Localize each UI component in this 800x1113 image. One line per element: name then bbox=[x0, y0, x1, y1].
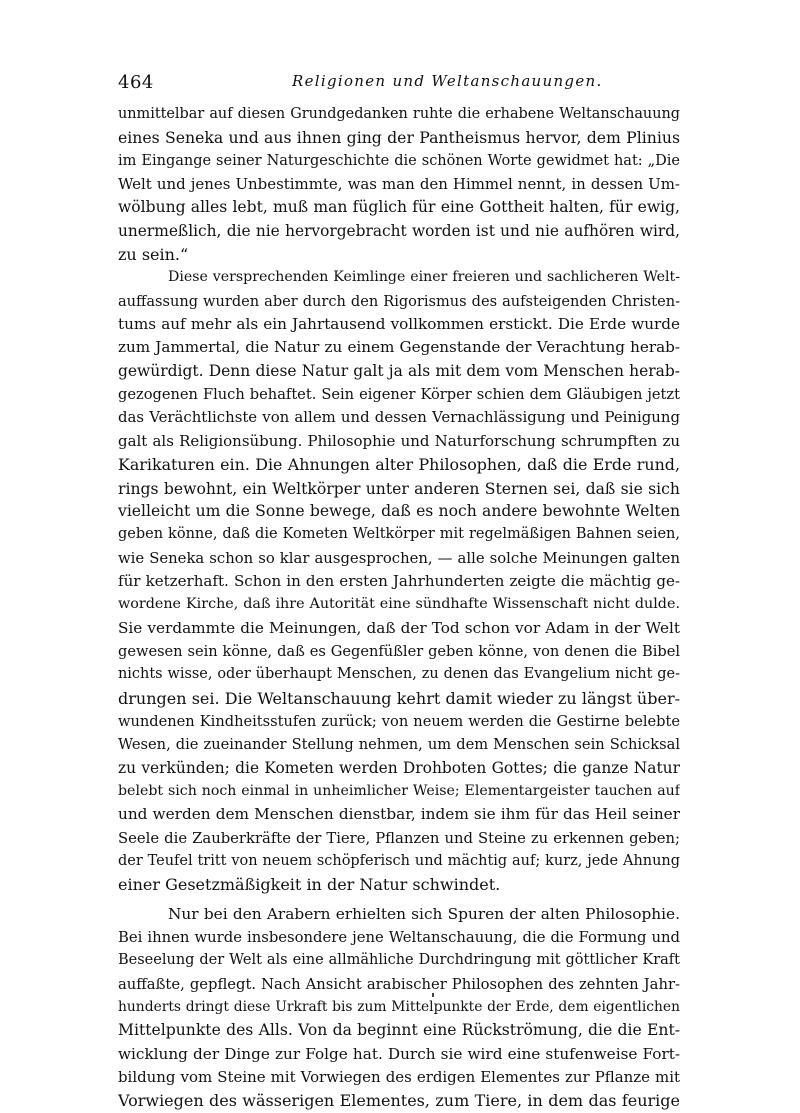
text-line: der Teufel tritt von neuem schöpferisch und mächtig auf; kurz, jede Ahnung bbox=[118, 853, 680, 869]
paragraph-start-line: Diese versprechenden Keimlinge einer freieren und sachlicheren Welt- bbox=[168, 269, 680, 286]
text-line: gewesen sein könne, daß es Gegenfüßler geben könne, von denen die Bibel bbox=[118, 642, 680, 660]
text-line: und werden dem Menschen dienstbar, indem sie ihm für das Heil seiner bbox=[118, 805, 680, 824]
text-line: auffaßte, gepflegt. Nach Ansicht arabischer Philosophen des zehnten Jahr- bbox=[118, 975, 680, 993]
body-text bbox=[118, 103, 680, 1113]
print-speck bbox=[432, 993, 434, 997]
text-line: wie Seneka schon so klar ausgesprochen, — alle solche Meinungen galten bbox=[118, 549, 680, 567]
text-line: Seele die Zauberkräfte der Tiere, Pflanzen und Steine zu erkennen geben; bbox=[118, 829, 680, 847]
text-line: zu verkünden; die Kometen werden Drohboten Gottes; die ganze Natur bbox=[118, 758, 680, 777]
text-line: eines Seneka und aus ihnen ging der Pantheismus hervor, dem Plinius bbox=[118, 128, 680, 148]
text-line: geben könne, daß die Kometen Weltkörper mit regelmäßigen Bahnen seien, bbox=[118, 526, 680, 543]
text-line: einer Gesetzmäßigkeit in der Natur schwindet. bbox=[118, 875, 501, 895]
text-line: Karikaturen ein. Die Ahnungen alter Philosophen, daß die Erde rund, bbox=[118, 455, 680, 475]
page-number: 464 bbox=[118, 72, 154, 93]
text-line: für ketzerhaft. Schon in den ersten Jahrhunderten zeigte die mächtig ge- bbox=[118, 571, 680, 590]
text-line: das Verächtlichste von allem und dessen Vernachlässigung und Peinigung bbox=[118, 408, 680, 427]
text-line: auffassung wurden aber durch den Rigorismus des aufsteigenden Christen- bbox=[118, 292, 680, 310]
text-line: Wesen, die zueinander Stellung nehmen, um dem Menschen sein Schicksal bbox=[118, 736, 680, 754]
text-line: hunderts dringt diese Urkraft bis zum Mittelpunkte der Erde, dem eigentlichen bbox=[118, 999, 680, 1016]
running-title: Religionen und Weltanschauungen. bbox=[292, 72, 603, 90]
text-line: belebt sich noch einmal in unheimlicher Weise; Elementargeister tauchen auf bbox=[118, 782, 680, 799]
paragraph-start-line: Nur bei den Arabern erhielten sich Spuren der alten Philosophie. bbox=[168, 904, 680, 923]
text-line: zu sein.“ bbox=[118, 245, 189, 265]
text-line: bildung vom Steine mit Vorwiegen des erdigen Elementes zur Pflanze mit bbox=[118, 1068, 680, 1087]
text-line: tums auf mehr als ein Jahrtausend vollkommen erstickt. Die Erde wurde bbox=[118, 315, 680, 334]
text-line: unmittelbar auf diesen Grundgedanken ruhte die erhabene Weltanschauung bbox=[118, 106, 680, 122]
text-line: gewürdigt. Denn diese Natur galt ja als mit dem vom Menschen herab- bbox=[118, 361, 680, 380]
text-line: vielleicht um die Sonne bewege, daß es noch andere bewohnte Welten bbox=[118, 501, 680, 520]
text-line: unermeßlich, die nie hervorgebracht worden ist und nie aufhören wird, bbox=[118, 221, 680, 240]
text-line: rings bewohnt, ein Weltkörper unter anderen Sternen sei, daß sie sich bbox=[118, 478, 680, 498]
text-line: galt als Religionsübung. Philosophie und Naturforschung schrumpften zu bbox=[118, 431, 680, 450]
text-line: Bei ihnen wurde insbesondere jene Weltanschauung, die die Formung und bbox=[118, 929, 680, 947]
text-line: zum Jammertal, die Natur zu einem Gegenstande der Verachtung herab- bbox=[118, 338, 680, 357]
text-line: im Eingange seiner Naturgeschichte die schönen Worte gewidmet hat: „Die bbox=[118, 152, 680, 169]
text-line: nichts wisse, oder überhaupt Menschen, zu denen das Evangelium nicht ge- bbox=[118, 666, 680, 683]
text-line: drungen sei. Die Weltanschauung kehrt damit wieder zu längst über- bbox=[118, 688, 680, 708]
text-line: wicklung der Dinge zur Folge hat. Durch sie wird eine stufenweise Fort- bbox=[118, 1044, 680, 1063]
text-line: Beseelung der Welt als eine allmähliche Durchdringung mit göttlicher Kraft bbox=[118, 952, 680, 969]
text-line: Welt und jenes Unbestimmte, was man den Himmel nennt, in dessen Um- bbox=[118, 175, 680, 194]
text-line: Vorwiegen des wässerigen Elementes, zum Tiere, in dem das feurige bbox=[118, 1091, 680, 1111]
text-line: gezogenen Fluch behaftet. Sein eigener Körper schien dem Gläubigen jetzt bbox=[118, 386, 680, 404]
text-line: wölbung alles lebt, muß man füglich für eine Gottheit halten, für ewig, bbox=[118, 198, 680, 217]
text-line: Mittelpunkte des Alls. Von da beginnt eine Rückströmung, die die Ent- bbox=[118, 1021, 680, 1040]
text-line: wundenen Kindheitsstufen zurück; von neuem werden die Gestirne belebte bbox=[118, 712, 680, 730]
text-line: wordene Kirche, daß ihre Autorität eine sündhafte Wissenschaft nicht dulde. bbox=[118, 596, 680, 613]
text-line: Sie verdammte die Meinungen, daß der Tod schon vor Adam in der Welt bbox=[118, 618, 680, 637]
